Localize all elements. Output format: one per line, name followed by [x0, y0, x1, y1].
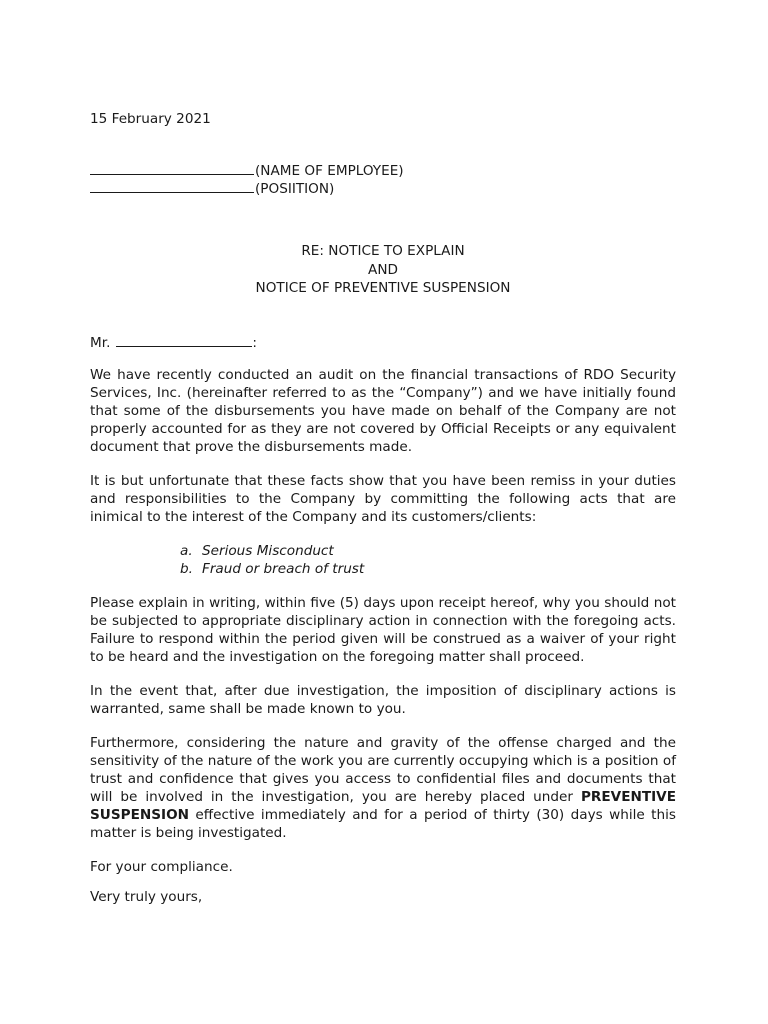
list-item-text: Fraud or breach of trust	[202, 560, 365, 577]
name-blank	[90, 162, 254, 175]
salutation	[90, 334, 676, 352]
list-marker: b.	[180, 560, 193, 577]
event-paragraph: In the event that, after due investigation, the imposition of disciplinary actions is warranted, same shall be made known to you.	[90, 682, 676, 717]
position-blank	[90, 180, 254, 193]
acts-list	[90, 542, 676, 578]
subject-line-3: NOTICE OF PREVENTIVE SUSPENSION	[255, 280, 511, 296]
preventive-suspension-emphasis: PREVENTIVE SUSPENSION	[90, 788, 676, 823]
furthermore-paragraph	[90, 734, 676, 842]
name-label: (NAME OF EMPLOYEE)	[255, 163, 404, 179]
subject-line-2: AND	[368, 261, 398, 278]
employee-name-line	[90, 162, 676, 180]
salutation-blank	[116, 334, 252, 347]
subject-line-1: RE: NOTICE TO EXPLAIN	[301, 243, 465, 259]
list-item	[180, 542, 676, 560]
list-item-text: Serious Misconduct	[202, 542, 334, 559]
furthermore-text-end: effective immediately and for a period of thirty (30) days while this matter is being investigated.	[90, 806, 676, 841]
closing-line: For your compliance.	[90, 858, 233, 875]
letter-date: 15 February 2021	[90, 111, 211, 127]
remiss-paragraph: It is but unfortunate that these facts show that you have been remiss in your duties and responsibilities to the Company by committing the following acts that are inimical to the interest of the Company and its customers/clients:	[90, 472, 676, 525]
employee-position-line	[90, 180, 676, 198]
subject-heading	[90, 242, 676, 298]
furthermore-text-start: Furthermore, considering the nature and gravity of the offense charged and the sensitivity of the nature of the work you are currently occupying which is a position of trust and confidence that gives you access to confidential files and documents that will be involved in the investigation, you are hereby placed under	[90, 734, 676, 805]
list-marker: a.	[180, 542, 193, 559]
audit-paragraph: We have recently conducted an audit on the financial transactions of RDO Security Services, Inc. (hereinafter referred to as the “Company”) and we have initially found that some of the disbursements you have made on behalf of the Company are not properly accounted for as they are not covered by Official Receipts or any equivalent document that prove the disbursements made.	[90, 366, 676, 455]
salutation-suffix: :	[252, 334, 257, 351]
position-label: (POSIITION)	[255, 181, 335, 197]
sign-off: Very truly yours,	[90, 888, 203, 905]
list-item	[180, 560, 676, 578]
explain-paragraph: Please explain in writing, within five (5) days upon receipt hereof, why you should not be subjected to appropriate disciplinary action in connection with the foregoing acts. Failure to respond within the period given will be construed as a waiver of your right to be heard and the investigation on the foregoing matter shall proceed.	[90, 594, 676, 665]
salutation-prefix: Mr.	[90, 334, 111, 351]
letter-page	[90, 110, 676, 906]
